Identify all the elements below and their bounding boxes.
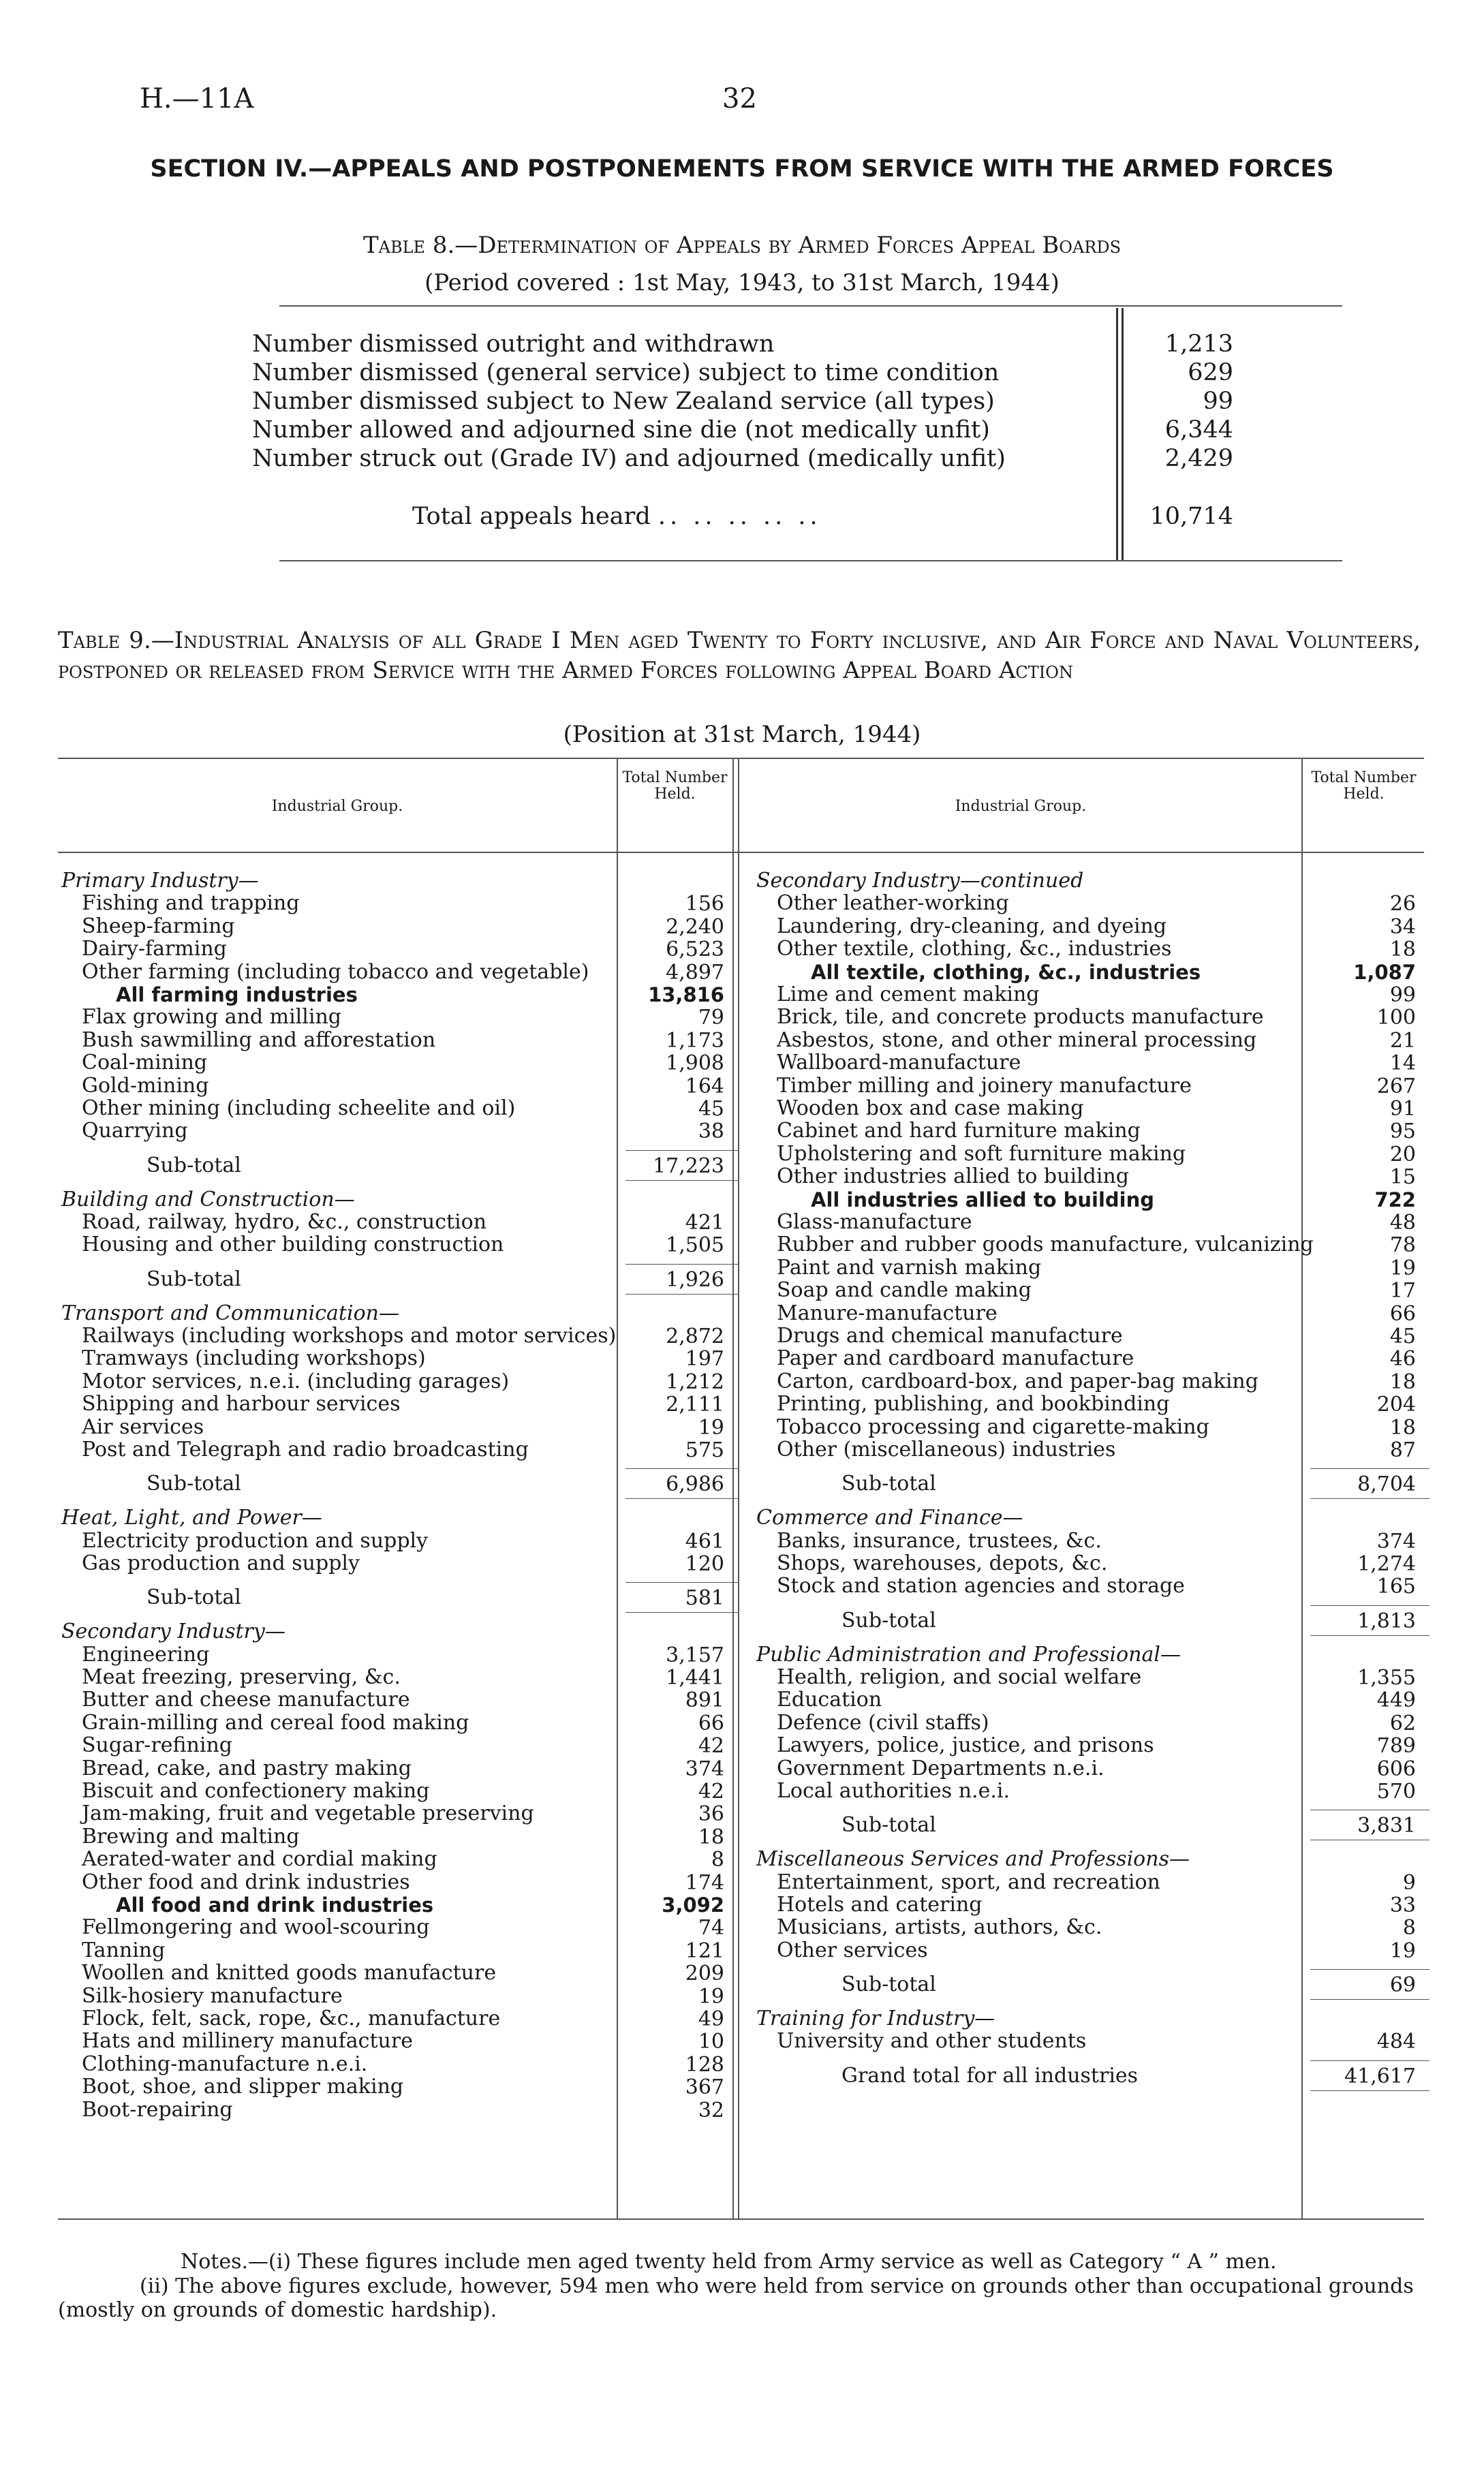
table9-right-row-label: Drugs and chemical manufacture (777, 1324, 1123, 1348)
table9-left-row-label: Sheep-farming (82, 914, 235, 938)
table9-left-row-label: Meat freezing, preserving, &c. (82, 1665, 401, 1689)
table9-position: (Position at 31st March, 1944) (563, 721, 921, 748)
table9-right-row-label: Tobacco processing and cigarette-making (777, 1414, 1209, 1439)
table8-row-label: Number allowed and adjourned sine die (not medically unfit) (252, 416, 990, 444)
table9-left-row-label: Gold-mining (82, 1073, 209, 1098)
table9-right-row-label: Local authorities n.e.i. (777, 1779, 1010, 1803)
table8-row-label: Number dismissed (general service) subject to time condition (252, 359, 1000, 386)
table9-right-subtotal-rule (1310, 1468, 1429, 1469)
table9-right-row-value: 48 (1389, 1211, 1416, 1235)
table9-right-row-value: 374 (1376, 1529, 1416, 1553)
table9-left-row-label: Dairy-farming (82, 937, 227, 961)
table9-left-row-label: Fellmongering and wool-scouring (82, 1915, 430, 1940)
table9-right-row-value: 1,087 (1353, 960, 1416, 984)
table9-left-row-value: 19 (698, 1415, 724, 1440)
table8-row-label: Number dismissed outright and withdrawn (252, 330, 775, 358)
table9-left-section-heading: Primary Industry— (61, 869, 259, 893)
table9-left-row-label: Coal-mining (82, 1051, 208, 1075)
table9-right-subtotal-label: Sub-total (841, 1813, 936, 1838)
table9-left-row-value: 3,157 (666, 1643, 724, 1667)
table9-left-subtotal-rule (625, 1294, 738, 1295)
table8-row-value: 6,344 (1164, 416, 1233, 444)
table9-left-row-value: 19 (698, 1984, 724, 2009)
table9-left-row-value: 32 (698, 2098, 724, 2122)
table9-right-row-label: Asbestos, stone, and other mineral processing (777, 1027, 1257, 1052)
table9-right-row-value: 18 (1389, 1415, 1416, 1440)
table8-total-value: 10,714 (1149, 503, 1233, 530)
table9-left-subtotal-rule (625, 1180, 738, 1181)
table9-right-row-label: Wooden box and case making (777, 1096, 1084, 1120)
table9-right-row-value: 100 (1376, 1006, 1416, 1030)
table9-right-row-value: 449 (1376, 1688, 1416, 1713)
table9-right-row-value: 14 (1389, 1051, 1416, 1076)
table9-right-row-value: 33 (1389, 1893, 1416, 1917)
table9-right-subtotal-value: 8,704 (1357, 1472, 1416, 1497)
table9-right-row-value: 34 (1389, 914, 1416, 939)
document-reference: H.—11A (140, 83, 254, 114)
table9-right-group-total-label: All industries allied to building (811, 1188, 1154, 1211)
table9-right-row-value: 78 (1389, 1233, 1416, 1258)
table9-left-subtotal-rule (625, 1582, 738, 1583)
table9-left-section-heading: Transport and Communication— (61, 1301, 399, 1325)
table9-right-row-label: Lime and cement making (777, 983, 1040, 1006)
table9-right-subtotal-rule (1310, 1969, 1429, 1970)
table9-right-row-label: Banks, insurance, trustees, &c. (777, 1528, 1102, 1553)
table9-left-row-label: Clothing-manufacture n.e.i. (82, 2052, 368, 2076)
table9-right-row-value: 46 (1389, 1347, 1416, 1372)
table9-left-subtotal-label: Sub-total (146, 1585, 241, 1610)
table9-right-group-total-label: All textile, clothing, &c., industries (811, 960, 1201, 984)
table8-total-label: Total appeals heard .. .. .. .. .. (412, 503, 822, 530)
table9-left-subtotal-value: 17,223 (653, 1154, 724, 1178)
note-2: (ii) The above figures exclude, however, 594 men who were held from service on grounds other than occupational grounds (mostly on grounds of domestic hardship). (58, 2274, 1414, 2322)
table9-left-row-value: 421 (685, 1211, 724, 1235)
table9-right-row-label: Wallboard-manufacture (777, 1051, 1021, 1075)
table9-left-row-value: 2,872 (666, 1325, 724, 1348)
table9-left-row-value: 6,523 (666, 938, 724, 962)
table9-right-row-value: 21 (1389, 1028, 1416, 1053)
table8-row-value: 629 (1188, 359, 1233, 386)
table9-left-subtotal-value: 6,986 (666, 1472, 724, 1497)
table9-left-row-value: 36 (698, 1802, 724, 1827)
table9-right-row-value: 66 (1389, 1301, 1416, 1326)
table9-right-row-label: University and other students (777, 2029, 1087, 2054)
table9-right-subtotal-label: Sub-total (841, 1608, 936, 1633)
table9-left-row-label: Sugar-refining (82, 1733, 232, 1758)
table9-left-row-value: 164 (685, 1074, 724, 1098)
table9-right-subtotal-value: 69 (1389, 1972, 1416, 1997)
table9-left-row-value: 575 (685, 1438, 724, 1462)
table9-left-row-value: 174 (685, 1870, 724, 1895)
table9-left-row-label: Other mining (including scheelite and oil) (82, 1096, 516, 1120)
table8-row-label: Number struck out (Grade IV) and adjourned (medically unfit) (252, 445, 1006, 472)
table9-left-row-value: 8 (711, 1848, 724, 1872)
table9-left-row-label: Bush sawmilling and afforestation (82, 1027, 436, 1052)
table9-right-row-label: Other industries allied to building (777, 1164, 1129, 1189)
table9-left-row-value: 4,897 (666, 960, 724, 985)
table9-right-row-value: 165 (1376, 1575, 1416, 1599)
table9-left-row-value: 49 (698, 2007, 724, 2031)
table9-left-row-label: Fishing and trapping (82, 891, 300, 916)
table9-left-subtotal-rule (625, 1612, 738, 1613)
table9-right-row-value: 19 (1389, 1256, 1416, 1280)
table9-left-row-label: Boot-repairing (82, 2097, 233, 2122)
table9-left-row-label: Tramways (including workshops) (82, 1346, 426, 1371)
table9-left-row-label: Motor services, n.e.i. (including garages) (82, 1369, 510, 1393)
table8-title: Table 8.—Determination of Appeals by Armed Forces Appeal Boards (362, 232, 1122, 259)
table9-right-row-value: 8 (1402, 1916, 1416, 1940)
table9-left-group-total-label: All farming industries (116, 983, 358, 1006)
table9-left-subtotal-value: 581 (685, 1586, 724, 1611)
table9-left-subtotal-rule (625, 1264, 738, 1265)
table9-right-row-label: Laundering, dry-cleaning, and dyeing (777, 914, 1167, 938)
table9-left-row-value: 1,505 (666, 1233, 724, 1258)
table9-left-row-value: 156 (685, 892, 724, 916)
table9-left-row-value: 2,111 (666, 1393, 724, 1417)
table8-period: (Period covered : 1st May, 1943, to 31st March, 1944) (424, 269, 1060, 296)
table9-left-row-label: Quarrying (82, 1119, 188, 1143)
table9-left-row-value: 1,441 (666, 1666, 724, 1690)
table8-row-label: Number dismissed subject to New Zealand service (all types) (252, 388, 995, 415)
table9-left-row-value: 1,908 (666, 1051, 724, 1076)
table9-left-col-total: Total Number Held. (622, 769, 728, 803)
table9-left-row-label: Railways (including workshops and motor services) (82, 1324, 617, 1348)
table9-left-row-value: 461 (685, 1529, 724, 1553)
table9-right-subtotal-label: Sub-total (841, 1472, 936, 1496)
table9-right-subtotal-rule (1310, 1999, 1429, 2000)
table9-left-subtotal-rule (625, 1150, 738, 1151)
table9-right-row-value: 99 (1389, 983, 1416, 1007)
table9-right-row-value: 91 (1389, 1097, 1416, 1121)
table9-right-row-label: Stock and station agencies and storage (777, 1574, 1185, 1598)
table9-left-row-label: Post and Telegraph and radio broadcasting (82, 1438, 529, 1461)
table9-right-row-value: 26 (1389, 892, 1416, 916)
table9-left-subtotal-label: Sub-total (146, 1267, 241, 1291)
table9-left-row-value: 18 (698, 1825, 724, 1849)
table9-left-subtotal-rule (625, 1468, 738, 1469)
table9-left-row-label: Other farming (including tobacco and vegetable) (82, 959, 589, 984)
table9-right-row-label: Health, religion, and social welfare (777, 1665, 1142, 1689)
table9-left-row-label: Aerated-water and cordial making (82, 1847, 437, 1872)
table9-right-row-label: Paint and varnish making (777, 1255, 1042, 1280)
table9-left-row-value: 66 (698, 1711, 724, 1735)
table9-left-row-label: Flax growing and milling (82, 1005, 341, 1030)
table9-right-subtotal-value: 41,617 (1344, 2064, 1416, 2088)
table9-left-row-value: 10 (698, 2030, 724, 2054)
table9-left-row-value: 79 (698, 1006, 724, 1030)
table9-right-row-label: Entertainment, sport, and recreation (777, 1870, 1160, 1894)
table9-left-subtotal-value: 1,926 (666, 1267, 724, 1292)
table9-right-row-label: Carton, cardboard-box, and paper-bag making (777, 1369, 1258, 1393)
table9-right-row-label: Other (miscellaneous) industries (777, 1438, 1116, 1461)
table9-left-row-label: Air services (82, 1414, 204, 1439)
table9-right-row-value: 204 (1376, 1393, 1416, 1417)
table9-right-row-value: 267 (1376, 1074, 1416, 1098)
table9-right-col-total: Total Number Held. (1311, 769, 1417, 803)
table9-left-row-value: 74 (698, 1916, 724, 1940)
table9-left-section-heading: Building and Construction— (61, 1187, 355, 1211)
table9-left-row-value: 367 (685, 2075, 724, 2100)
table9-right-row-label: Other textile, clothing, &c., industries (777, 937, 1172, 961)
table9-right-row-label: Printing, publishing, and bookbinding (777, 1392, 1170, 1417)
table9-left-row-value: 13,816 (648, 983, 724, 1006)
table9-right-row-value: 45 (1389, 1325, 1416, 1348)
table8-row-value: 1,213 (1164, 330, 1233, 358)
section-title: SECTION IV.—APPEALS AND POSTPONEMENTS FROM SERVICE WITH THE ARMED FORCES (150, 155, 1334, 183)
table9-right-row-label: Government Departments n.e.i. (777, 1756, 1104, 1780)
table9-right-row-value: 17 (1389, 1279, 1416, 1303)
table9-right-row-label: Timber milling and joinery manufacture (777, 1073, 1192, 1098)
table9-right-row-label: Upholstering and soft furniture making (777, 1141, 1186, 1166)
table9-left-row-label: Other food and drink industries (82, 1870, 410, 1894)
table9-left-row-value: 38 (698, 1119, 724, 1144)
table9-right-row-value: 722 (1374, 1188, 1416, 1211)
table9-left-row-label: Engineering (82, 1642, 210, 1667)
table9-right-col-group: Industrial Group. (955, 798, 1087, 815)
table9-left-row-label: Road, railway, hydro, &c., construction (82, 1210, 487, 1234)
table9-right-row-value: 95 (1389, 1119, 1416, 1144)
table9-right-row-value: 18 (1389, 938, 1416, 962)
table9-left-col-group: Industrial Group. (271, 798, 403, 815)
table9-right-row-value: 18 (1389, 1370, 1416, 1394)
table9-right-row-value: 570 (1376, 1780, 1416, 1804)
table9-right-row-label: Cabinet and hard furniture making (777, 1119, 1141, 1143)
table9-right-row-label: Lawyers, police, justice, and prisons (777, 1733, 1154, 1758)
table9-left-row-value: 891 (685, 1688, 724, 1713)
table9-left-subtotal-label: Sub-total (146, 1153, 241, 1177)
table9-right-subtotal-value: 1,813 (1357, 1609, 1416, 1633)
table9-left-row-value: 42 (698, 1734, 724, 1759)
table9-right-row-label: Paper and cardboard manufacture (777, 1346, 1134, 1371)
table9-title: Table 9.—Industrial Analysis of all Grade I Men aged Twenty to Forty inclusive, and Air Force and Naval Volunteers, postponed or released from Service with the Armed Forces following Appeal Board Action (58, 627, 1421, 684)
table9-left-row-label: Woollen and knitted goods manufacture (82, 1961, 497, 1985)
table9-right-subtotal-value: 3,831 (1357, 1814, 1416, 1838)
table9-right-section-heading: Training for Industry— (756, 2007, 995, 2030)
table9-left-row-label: Grain-milling and cereal food making (82, 1710, 469, 1735)
table9-right-subtotal-label: Sub-total (841, 1972, 936, 1996)
note-1: Notes.—(i) These figures include men aged twenty held from Army service as well as Category “ A ” men. (181, 2250, 1277, 2274)
table9-right-section-heading: Miscellaneous Services and Professions— (756, 1847, 1190, 1872)
table9-left-row-value: 45 (698, 1097, 724, 1121)
table9-right-subtotal-rule (1310, 1605, 1429, 1606)
table8-row-value: 2,429 (1164, 445, 1233, 472)
table9-right-subtotal-rule (1310, 1498, 1429, 1499)
table9-right-section-heading: Commerce and Finance— (756, 1506, 1023, 1530)
table9-right-row-value: 484 (1376, 2030, 1416, 2054)
table9-left-group-total-label: All food and drink industries (116, 1893, 434, 1917)
table9-right-row-label: Brick, tile, and concrete products manufacture (777, 1005, 1264, 1030)
table9-right-row-value: 789 (1376, 1734, 1416, 1759)
table9-left-row-value: 2,240 (666, 914, 724, 939)
page-number: 32 (722, 83, 757, 114)
table9-right-subtotal-label: Grand total for all industries (841, 2063, 1139, 2088)
table9-left-row-label: Tanning (82, 1938, 166, 1962)
table9-right-row-label: Other leather-working (777, 891, 1009, 916)
table9-left-row-label: Flock, felt, sack, rope, &c., manufacture (82, 2007, 501, 2030)
table9-right-row-value: 62 (1389, 1711, 1416, 1735)
table9-left-row-label: Brewing and malting (82, 1824, 300, 1848)
table9-right-subtotal-rule (1310, 1635, 1429, 1636)
table9-right-section-heading: Secondary Industry—continued (756, 869, 1084, 893)
table9-right-row-label: Defence (civil staffs) (777, 1710, 989, 1735)
table9-left-row-label: Housing and other building construction (82, 1233, 504, 1257)
table9-right-subtotal-rule (1310, 2060, 1429, 2061)
table9-left-subtotal-label: Sub-total (146, 1472, 241, 1496)
table9-left-row-value: 209 (685, 1962, 724, 1986)
table9-left-row-value: 120 (685, 1552, 724, 1576)
table9-left-row-value: 121 (685, 1938, 724, 1963)
table9-left-subtotal-rule (625, 1498, 738, 1499)
table9-left-row-value: 1,173 (666, 1028, 724, 1053)
table9-left-row-value: 42 (698, 1780, 724, 1804)
table9-right-row-label: Soap and candle making (777, 1278, 1032, 1303)
table9-left-row-value: 128 (685, 2052, 724, 2077)
table9-left-row-label: Biscuit and confectionery making (82, 1779, 430, 1803)
table9-right-subtotal-rule (1310, 2090, 1429, 2091)
table9-right-row-value: 1,355 (1357, 1666, 1416, 1690)
table9-right-row-label: Hotels and catering (777, 1893, 983, 1917)
table9-left-row-label: Gas production and supply (82, 1551, 360, 1575)
table9-left-section-heading: Heat, Light, and Power— (61, 1506, 322, 1530)
table9-right-row-label: Education (777, 1688, 882, 1712)
table9-left-row-label: Bread, cake, and pastry making (82, 1756, 412, 1780)
table9-right-section-heading: Public Administration and Professional— (756, 1642, 1181, 1667)
table9-right-row-value: 9 (1402, 1870, 1416, 1895)
table9-right-row-value: 1,274 (1357, 1552, 1416, 1576)
table9-left-section-heading: Secondary Industry— (61, 1620, 285, 1644)
table9-left-row-value: 197 (685, 1347, 724, 1372)
table9-left-row-label: Electricity production and supply (82, 1528, 429, 1553)
table9-left-row-label: Hats and millinery manufacture (82, 2029, 413, 2054)
table9-right-row-label: Rubber and rubber goods manufacture, vulcanizing (777, 1233, 1314, 1257)
table9-left-row-label: Shipping and harbour services (82, 1392, 401, 1417)
table9-right-row-value: 87 (1389, 1438, 1416, 1462)
table9-right-row-label: Other services (777, 1938, 928, 1962)
table9-left-row-label: Jam-making, fruit and vegetable preserving (82, 1801, 534, 1826)
table9-left-row-value: 3,092 (662, 1893, 724, 1917)
table9-right-row-value: 606 (1376, 1757, 1416, 1781)
table9-right-row-value: 19 (1389, 1938, 1416, 1963)
table9-left-row-label: Silk-hosiery manufacture (82, 1983, 343, 2008)
table9-right-row-label: Shops, warehouses, depots, &c. (777, 1551, 1108, 1575)
table8-row-value: 99 (1203, 388, 1233, 415)
table9-right-row-label: Musicians, artists, authors, &c. (777, 1915, 1102, 1940)
table9-right-row-label: Glass-manufacture (777, 1210, 972, 1234)
table9-left-row-label: Butter and cheese manufacture (82, 1688, 410, 1712)
table9-right-row-value: 15 (1389, 1165, 1416, 1190)
table9-left-row-label: Boot, shoe, and slipper making (82, 2075, 404, 2099)
table9-right-row-value: 20 (1389, 1142, 1416, 1166)
table9-right-row-label: Manure-manufacture (777, 1301, 998, 1325)
table9-left-row-value: 1,212 (666, 1370, 724, 1394)
table9-left-row-value: 374 (685, 1757, 724, 1781)
